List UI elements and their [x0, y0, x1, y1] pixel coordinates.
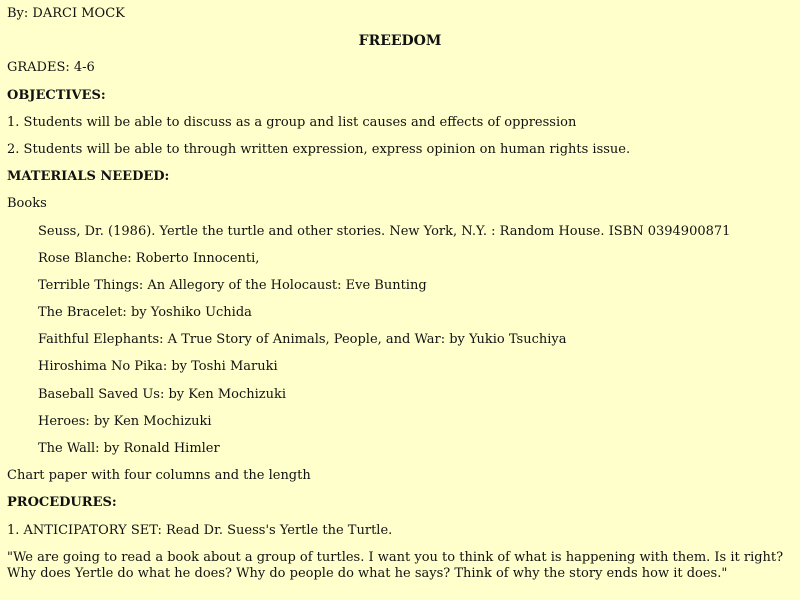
grades-line: GRADES: 4-6	[7, 60, 95, 76]
book-item: Hiroshima No Pika: by Toshi Maruki	[38, 359, 278, 375]
other-material: Chart paper with four columns and the length	[7, 468, 311, 484]
document-title: FREEDOM	[358, 33, 442, 50]
materials-heading: MATERIALS NEEDED:	[7, 169, 170, 185]
author-line: By: DARCI MOCK	[7, 6, 125, 21]
objective-item: 1. Students will be able to discuss as a group and list causes and effects of oppression	[7, 114, 577, 130]
book-item: Faithful Elephants: A True Story of Animals, People, and War: by Yukio Tsuchiya	[38, 332, 567, 348]
procedure-quote: "We are going to read a book about a group of turtles. I want you to think of what is happening with them. Is it right? Why does Yertle do what he does? Why do people do what he says? Think of why the story ends how it does."	[7, 549, 784, 581]
objectives-heading: OBJECTIVES:	[7, 87, 106, 103]
book-item: The Wall: by Ronald Himler	[38, 441, 220, 456]
book-item: The Bracelet: by Yoshiko Uchida	[38, 305, 252, 321]
book-item: Rose Blanche: Roberto Innocenti,	[38, 250, 260, 266]
book-item: Seuss, Dr. (1986). Yertle the turtle and other stories. New York, N.Y. : Random House. ISBN 0394900871	[38, 223, 731, 239]
objective-item: 2. Students will be able to through written expression, express opinion on human rights issue.	[7, 141, 631, 157]
procedures-heading: PROCEDURES:	[7, 495, 117, 511]
books-label: Books	[7, 196, 47, 212]
book-item: Baseball Saved Us: by Ken Mochizuki	[38, 386, 287, 402]
procedure-step-1: 1. ANTICIPATORY SET: Read Dr. Suess's Yertle the Turtle.	[7, 522, 393, 538]
book-item: Terrible Things: An Allegory of the Holocaust: Eve Bunting	[38, 277, 427, 293]
book-item: Heroes: by Ken Mochizuki	[38, 413, 212, 429]
